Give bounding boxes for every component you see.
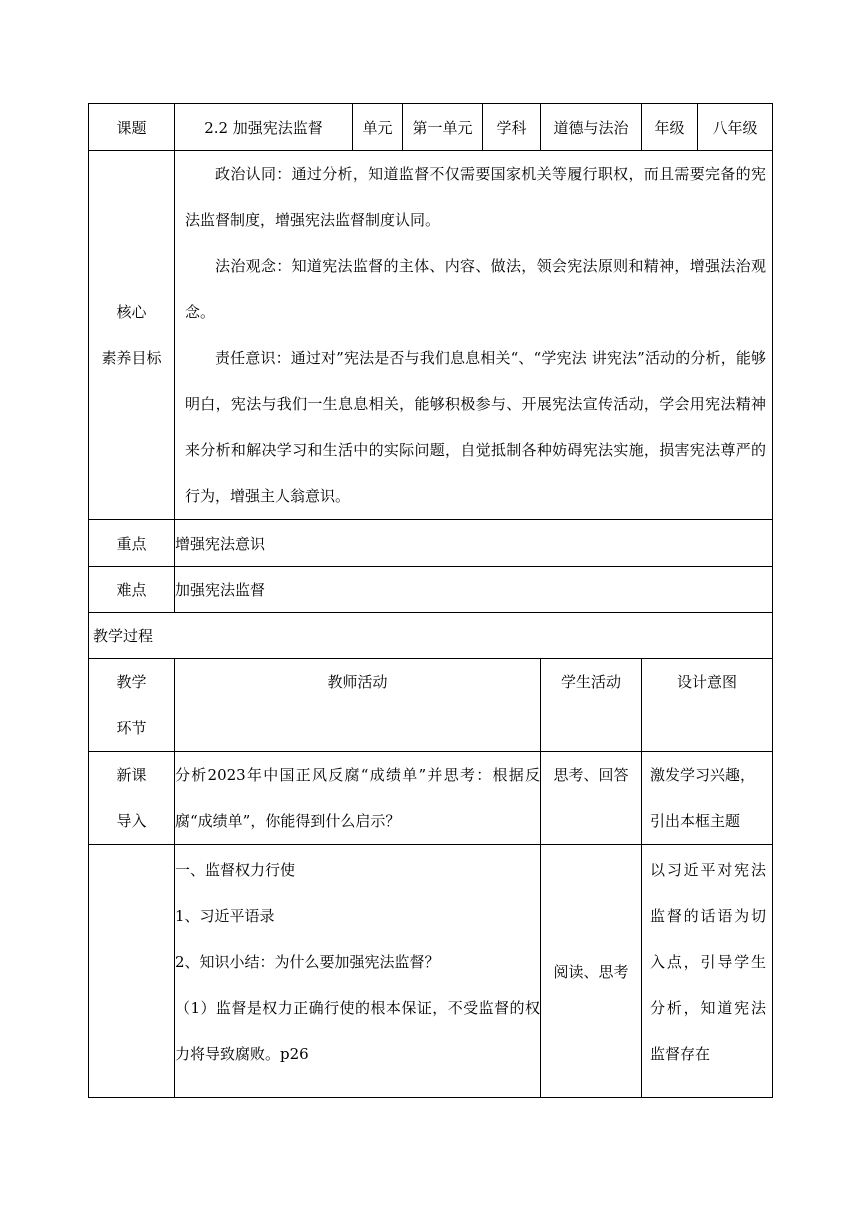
key-point-label: 重点 — [89, 520, 175, 567]
goals-row — [89, 151, 773, 520]
intro-student-activity: 思考、回答 — [541, 752, 642, 845]
goals-label — [89, 151, 175, 520]
goals-label-line1: 核心 — [116, 303, 147, 321]
supervision-stage — [89, 845, 175, 1098]
grade-label: 年级 — [642, 104, 698, 151]
supervision-point-1: （1）监督是权力正确行使的根本保证，不受监督的权力将导致腐败。p26 — [175, 999, 540, 1063]
difficulty-value: 加强宪法监督 — [175, 567, 773, 613]
stage-header-line1: 教学 — [116, 673, 147, 691]
process-header-row — [89, 659, 773, 752]
intro-teacher-activity: 分析2023年中国正风反腐“成绩单”并思考：根据反腐“成绩单”，你能得到什么启示？ — [175, 752, 541, 845]
topic-value: 2.2 加强宪法监督 — [175, 104, 353, 151]
intro-design-intent: 激发学习兴趣，引出本框主题 — [642, 752, 773, 845]
unit-value: 第一单元 — [403, 104, 483, 151]
intro-stage — [89, 752, 175, 845]
supervision-heading: 一、监督权力行使 — [175, 861, 296, 879]
process-title-row — [89, 613, 773, 659]
intro-stage-line1: 新课 — [116, 766, 147, 784]
goal-responsibility: 责任意识：通过对”宪法是否与我们息息相关“、“学宪法 讲宪法”活动的分析，能够明白，宪法与我们一生息息相关，能够积极参与、开展宪法宣传活动，学会用宪法精神来分析和解决学习和生活中的实际问题，自觉抵制各种妨碍宪法实施，损害宪法尊严的行为，增强主人翁意识。 — [185, 349, 766, 505]
supervision-summary: 2、知识小结：为什么要加强宪法监督？ — [175, 953, 440, 971]
supervision-row — [89, 845, 773, 1098]
goal-rule-of-law: 法治观念：知道宪法监督的主体、内容、做法，领会宪法原则和精神，增强法治观念。 — [185, 257, 766, 321]
supervision-quote: 1、习近平语录 — [175, 907, 275, 925]
design-intent-header: 设计意图 — [642, 659, 773, 752]
supervision-teacher-activity — [175, 845, 541, 1098]
difficulty-label: 难点 — [89, 567, 175, 613]
student-activity-header: 学生活动 — [541, 659, 642, 752]
supervision-design-intent: 以习近平对宪法监督的话语为切入点，引导学生分析，知道宪法监督存在 — [642, 845, 773, 1098]
stage-header-line2: 环节 — [116, 719, 147, 737]
grade-value: 八年级 — [698, 104, 773, 151]
subject-label: 学科 — [483, 104, 541, 151]
goals-label-line2: 素养目标 — [101, 349, 162, 367]
supervision-student-activity: 阅读、思考 — [541, 845, 642, 1098]
goal-political-identity: 政治认同：通过分析，知道监督不仅需要国家机关等履行职权，而且需要完备的宪法监督制度，增强宪法监督制度认同。 — [185, 165, 766, 229]
intro-row — [89, 752, 773, 845]
subject-value: 道德与法治 — [541, 104, 642, 151]
header-row — [89, 104, 773, 151]
topic-label: 课题 — [89, 104, 175, 151]
key-point-value: 增强宪法意识 — [175, 520, 773, 567]
lesson-plan-table — [88, 103, 773, 1098]
teacher-activity-header: 教师活动 — [175, 659, 541, 752]
process-title: 教学过程 — [89, 613, 773, 659]
stage-header — [89, 659, 175, 752]
difficulty-row — [89, 567, 773, 613]
key-point-row — [89, 520, 773, 567]
intro-stage-line2: 导入 — [116, 812, 147, 830]
goals-content — [175, 151, 773, 520]
unit-label: 单元 — [353, 104, 403, 151]
